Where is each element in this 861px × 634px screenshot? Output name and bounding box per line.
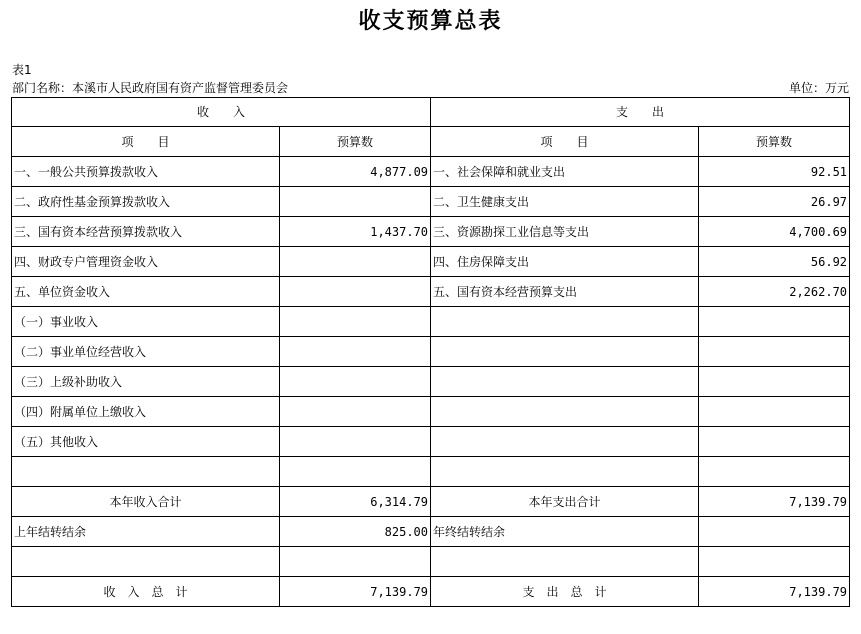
expense-item: 三、资源勘探工业信息等支出 bbox=[431, 217, 699, 247]
expense-item bbox=[431, 367, 699, 397]
expense-amount bbox=[699, 367, 850, 397]
section-header-row bbox=[12, 98, 850, 127]
expense-amount bbox=[699, 397, 850, 427]
expense-item bbox=[431, 397, 699, 427]
expense-amount: 2,262.70 bbox=[699, 277, 850, 307]
table-row bbox=[12, 337, 850, 367]
income-amount: 1,437.70 bbox=[280, 217, 431, 247]
income-item-header: 项 目 bbox=[12, 127, 280, 157]
page-title: 收支预算总表 bbox=[358, 8, 503, 34]
expense-label: 本年支出合计 bbox=[431, 487, 699, 517]
table-row bbox=[12, 427, 850, 457]
column-header-row bbox=[12, 127, 850, 157]
income-amount bbox=[280, 277, 431, 307]
expense-item: 五、国有资本经营预算支出 bbox=[431, 277, 699, 307]
income-header: 收 入 bbox=[12, 98, 431, 127]
income-item: （一）事业收入 bbox=[12, 307, 280, 337]
table-row bbox=[12, 397, 850, 427]
income-amount bbox=[280, 247, 431, 277]
expense-item bbox=[431, 457, 699, 487]
income-amount bbox=[280, 307, 431, 337]
income-label: 上年结转结余 bbox=[12, 517, 280, 547]
empty-row bbox=[12, 547, 850, 577]
expense-item bbox=[431, 337, 699, 367]
income-item: （四）附属单位上缴收入 bbox=[12, 397, 280, 427]
income-amount: 825.00 bbox=[280, 517, 431, 547]
department-name: 部门名称：本溪市人民政府国有资产监督管理委员会 bbox=[12, 81, 289, 95]
expense-amount bbox=[699, 457, 850, 487]
expense-label: 支 出 总 计 bbox=[431, 577, 699, 607]
income-item: （三）上级补助收入 bbox=[12, 367, 280, 397]
table-number: 表1 bbox=[12, 63, 32, 77]
expense-amount: 92.51 bbox=[699, 157, 850, 187]
income-amount bbox=[280, 397, 431, 427]
expense-item bbox=[431, 307, 699, 337]
expense-item bbox=[431, 427, 699, 457]
empty-cell bbox=[12, 547, 280, 577]
carry-over-row bbox=[12, 517, 850, 547]
expense-amount: 7,139.79 bbox=[699, 577, 850, 607]
table-row bbox=[12, 187, 850, 217]
income-item bbox=[12, 457, 280, 487]
expense-header: 支 出 bbox=[431, 98, 850, 127]
table-row bbox=[12, 247, 850, 277]
expense-amount bbox=[699, 517, 850, 547]
year-total-row bbox=[12, 487, 850, 517]
expense-amount bbox=[699, 427, 850, 457]
income-item: 三、国有资本经营预算拨款收入 bbox=[12, 217, 280, 247]
income-item: 五、单位资金收入 bbox=[12, 277, 280, 307]
grand-total-row bbox=[12, 577, 850, 607]
income-item: 四、财政专户管理资金收入 bbox=[12, 247, 280, 277]
table-row bbox=[12, 157, 850, 187]
income-item: （二）事业单位经营收入 bbox=[12, 337, 280, 367]
expense-amount: 7,139.79 bbox=[699, 487, 850, 517]
expense-item-header: 项 目 bbox=[431, 127, 699, 157]
unit-label: 单位：万元 bbox=[788, 81, 849, 95]
budget-table bbox=[11, 97, 850, 607]
expense-amount: 56.92 bbox=[699, 247, 850, 277]
table-row bbox=[12, 217, 850, 247]
expense-label: 年终结转结余 bbox=[431, 517, 699, 547]
income-amount: 4,877.09 bbox=[280, 157, 431, 187]
expense-amount: 26.97 bbox=[699, 187, 850, 217]
empty-cell bbox=[280, 547, 431, 577]
income-item: 二、政府性基金预算拨款收入 bbox=[12, 187, 280, 217]
table-row bbox=[12, 277, 850, 307]
empty-cell bbox=[431, 547, 699, 577]
expense-item: 一、社会保障和就业支出 bbox=[431, 157, 699, 187]
income-amount-header: 预算数 bbox=[280, 127, 431, 157]
income-label: 收 入 总 计 bbox=[12, 577, 280, 607]
income-item: 一、一般公共预算拨款收入 bbox=[12, 157, 280, 187]
income-label: 本年收入合计 bbox=[12, 487, 280, 517]
expense-item: 二、卫生健康支出 bbox=[431, 187, 699, 217]
expense-amount: 4,700.69 bbox=[699, 217, 850, 247]
income-item: （五）其他收入 bbox=[12, 427, 280, 457]
expense-amount-header: 预算数 bbox=[699, 127, 850, 157]
income-amount: 6,314.79 bbox=[280, 487, 431, 517]
income-amount: 7,139.79 bbox=[280, 577, 431, 607]
expense-amount bbox=[699, 337, 850, 367]
income-amount bbox=[280, 367, 431, 397]
income-amount bbox=[280, 427, 431, 457]
expense-item: 四、住房保障支出 bbox=[431, 247, 699, 277]
table-row bbox=[12, 307, 850, 337]
expense-amount bbox=[699, 307, 850, 337]
income-amount bbox=[280, 337, 431, 367]
table-row bbox=[12, 457, 850, 487]
income-amount bbox=[280, 457, 431, 487]
empty-cell bbox=[699, 547, 850, 577]
table-row bbox=[12, 367, 850, 397]
income-amount bbox=[280, 187, 431, 217]
